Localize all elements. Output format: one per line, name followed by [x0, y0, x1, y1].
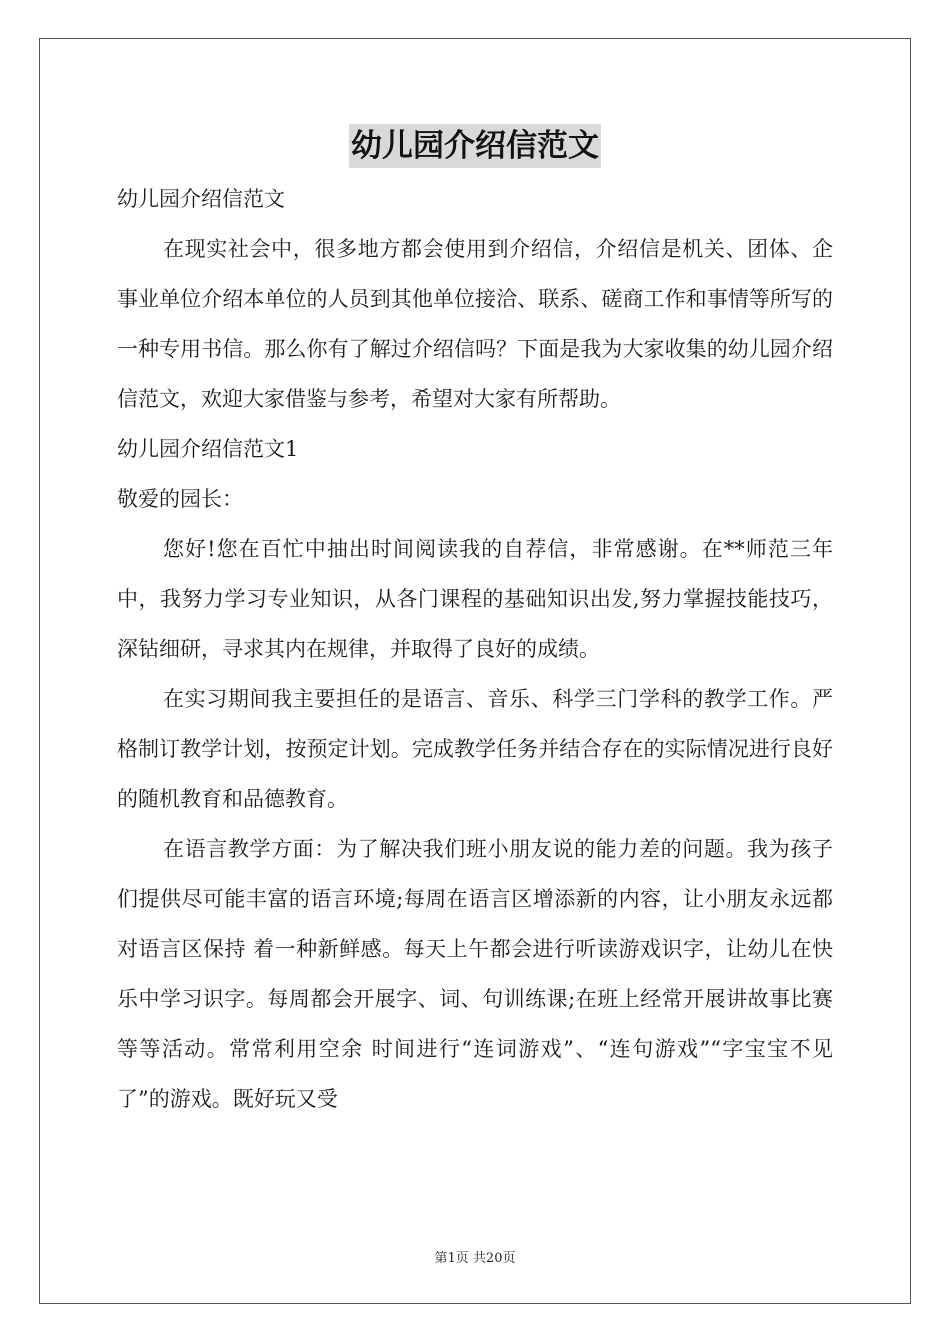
paragraph: 在语言教学方面：为了解决我们班小朋友说的能力差的问题。我为孩子们提供尽可能丰富的语言环境;每周在语言区增添新的内容，让小朋友永远都对语言区保持 着一种新鲜感。每天上午都会进行听读游戏识字，让幼儿在快乐中学习识字。每周都会开展字、词、句训练课;在班上经常开展讲故事比赛等等活动。常常利用空余 时间进行“连词游戏”、“连句游戏”“字宝宝不见了”的游戏。既好玩又受 — [117, 837, 833, 1111]
paragraph: 您好!您在百忙中抽出时间阅读我的自荐信，非常感谢。在**师范三年中，我努力学习专业知识，从各门课程的基础知识出发,努力掌握技能技巧，深钻细研，寻求其内在规律，并取得了良好的成绩。 — [117, 537, 833, 661]
document-title: 幼儿园介绍信范文 — [349, 124, 601, 168]
paragraph: 幼儿园介绍信范文 — [117, 187, 285, 211]
paragraph: 在实习期间我主要担任的是语言、音乐、科学三门学科的教学工作。严格制订教学计划，按预定计划。完成教学任务并结合存在的实际情况进行良好的随机教育和品德教育。 — [117, 687, 833, 811]
paragraph: 敬爱的园长： — [117, 487, 243, 511]
page-footer: 第1页 共20页 — [434, 1251, 516, 1266]
paragraph: 在现实社会中，很多地方都会使用到介绍信，介绍信是机关、团体、企事业单位介绍本单位的人员到其他单位接洽、联系、磋商工作和事情等所写的一种专用书信。那么你有了解过介绍信吗？下面是我为大家收集的幼儿园介绍信范文，欢迎大家借鉴与参考，希望对大家有所帮助。 — [117, 237, 833, 411]
document-body — [117, 174, 833, 1124]
document-title-block — [0, 124, 950, 168]
paragraph: 幼儿园介绍信范文1 — [117, 437, 299, 461]
